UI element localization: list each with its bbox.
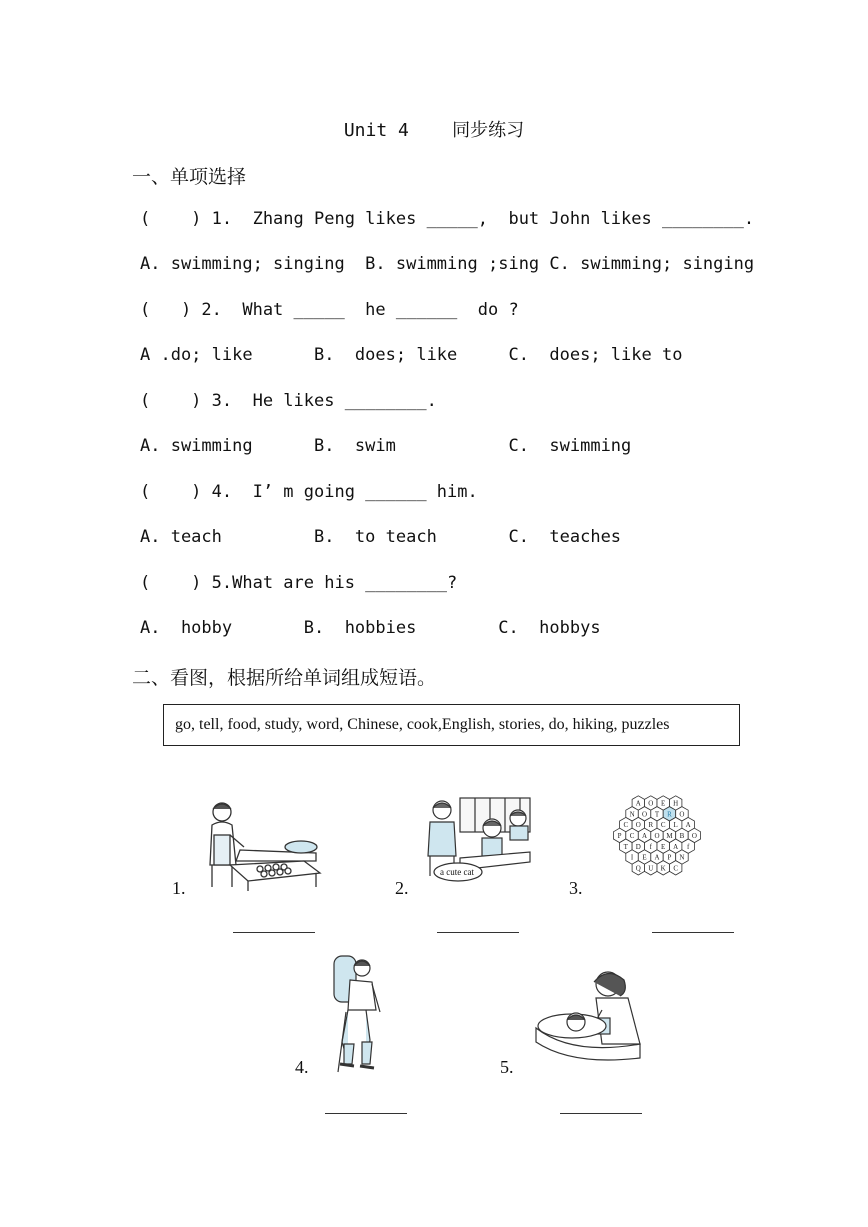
puzzle-letter: N xyxy=(679,853,685,862)
puzzle-letter: O xyxy=(635,821,641,830)
puzzle-letter: A xyxy=(673,842,679,851)
question-3-stem: ( ) 3. He likes ________. xyxy=(140,391,437,411)
puzzle-letter: H xyxy=(673,799,679,808)
puzzle-letter: O xyxy=(648,799,654,808)
cooking-woman-picture xyxy=(200,795,324,893)
question-1-options: A. swimming; singing B. swimming ;sing C. swimming; singing xyxy=(140,254,755,274)
puzzle-letter: P xyxy=(617,832,622,840)
puzzle-letter: C xyxy=(623,821,629,830)
puzzle-letter: f xyxy=(649,842,652,851)
puzzle-letter: A xyxy=(641,832,648,840)
picture-2-caption: a cute cat xyxy=(440,867,474,877)
picture-3-number: 3. xyxy=(569,878,583,898)
question-5-stem: ( ) 5.What are his ________? xyxy=(140,573,458,593)
question-1-stem: ( ) 1. Zhang Peng likes _____, but John likes ________. xyxy=(140,209,755,229)
classroom-students-picture xyxy=(420,796,532,892)
word-bank-text: go, tell, food, study, word, Chinese, cook,English, stories, do, hiking, puzzles xyxy=(175,716,670,733)
puzzle-hex-cell xyxy=(632,861,644,875)
answer-blank-4[interactable] xyxy=(325,1113,407,1114)
puzzle-letter: E xyxy=(642,853,647,862)
question-4-stem: ( ) 4. I’ m going ______ him. xyxy=(140,482,478,502)
puzzle-letter: C xyxy=(629,832,635,840)
puzzle-hex-cell xyxy=(645,861,658,875)
puzzle-letter: T xyxy=(654,810,660,819)
puzzle-letter: A xyxy=(654,853,660,862)
answer-blank-3[interactable] xyxy=(652,932,734,933)
answer-blank-5[interactable] xyxy=(560,1113,642,1114)
puzzle-letter: B xyxy=(679,832,685,840)
puzzle-hex-cell xyxy=(670,861,682,875)
puzzle-letter: K xyxy=(660,864,666,873)
puzzle-letter: E xyxy=(661,842,666,851)
question-3-options: A. swimming B. swim C. swimming xyxy=(140,436,632,456)
puzzle-letter: T xyxy=(623,842,628,851)
puzzle-letter: A xyxy=(685,821,691,830)
puzzle-letter: P xyxy=(667,853,672,862)
hexagon-word-puzzle-picture xyxy=(598,792,716,892)
puzzle-letter: f xyxy=(687,842,690,851)
question-4-options: A. teach B. to teach C. teaches xyxy=(140,527,622,547)
puzzle-letter: C xyxy=(673,864,679,873)
puzzle-letter: R xyxy=(667,810,672,819)
answer-blank-2[interactable] xyxy=(437,932,519,933)
puzzle-letter: A xyxy=(635,799,641,808)
puzzle-letter: U xyxy=(648,864,654,873)
puzzle-letter: L xyxy=(673,821,678,830)
picture-4-number: 4. xyxy=(295,1057,309,1077)
question-2-stem: ( ) 2. What _____ he ______ do ? xyxy=(140,300,519,320)
puzzle-letter: C xyxy=(660,821,666,830)
picture-1-number: 1. xyxy=(172,878,186,898)
puzzle-letter: N xyxy=(629,810,635,819)
puzzle-letter: O xyxy=(654,832,660,840)
puzzle-letter: Q xyxy=(635,864,641,873)
question-2-options: A .do; like B. does; like C. does; like to xyxy=(140,345,683,365)
section-heading-picture-phrases: 二、看图，根据所给单词组成短语。 xyxy=(132,667,437,689)
puzzle-letter: D xyxy=(635,842,641,851)
mother-reading-story-picture xyxy=(532,966,644,1070)
hiker-picture xyxy=(326,952,386,1074)
puzzle-letter: M xyxy=(666,832,673,840)
puzzle-hex-cell xyxy=(657,861,670,875)
picture-2-number: 2. xyxy=(395,878,409,898)
puzzle-letter: O xyxy=(691,832,697,840)
puzzle-letter: E xyxy=(661,799,666,808)
puzzle-letter: O xyxy=(679,810,685,819)
puzzle-letter: R xyxy=(648,821,654,830)
word-bank-box xyxy=(163,704,740,746)
page-title: Unit 4 同步练习 xyxy=(343,120,525,141)
puzzle-letter: O xyxy=(641,810,648,819)
picture-5-number: 5. xyxy=(500,1057,514,1077)
section-heading-multiple-choice: 一、单项选择 xyxy=(132,166,247,188)
answer-blank-1[interactable] xyxy=(233,932,315,933)
question-5-options: A. hobby B. hobbies C. hobbys xyxy=(140,618,601,638)
puzzle-letter: I xyxy=(630,853,634,862)
